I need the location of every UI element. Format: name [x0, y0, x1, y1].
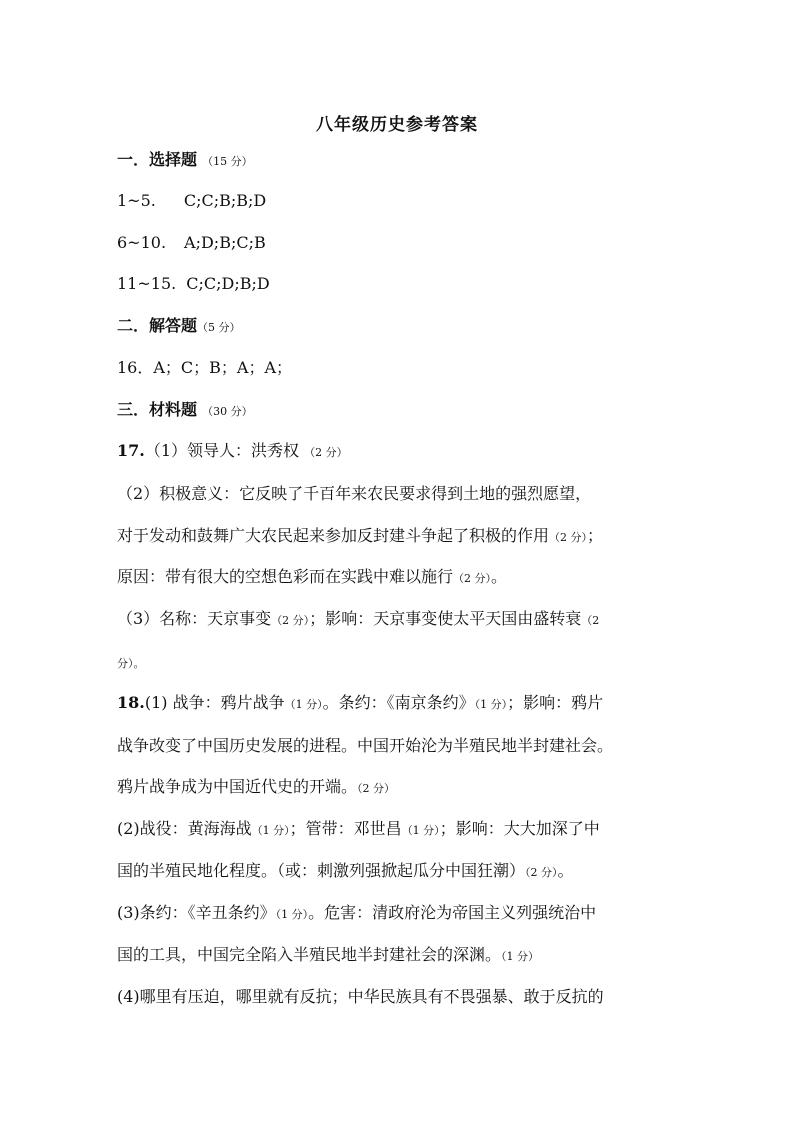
q18-line7	[117, 945, 539, 967]
q18-captain-text: ；管带：邓世昌	[289, 819, 402, 838]
q17-part1	[117, 441, 348, 463]
q18-line7-text: 国的工具，中国完全陷入半殖民地半封建社会的深渊。	[117, 945, 502, 964]
q17-part2-punct: ；	[587, 526, 604, 545]
mc-answers: C;C;D;B;D	[186, 274, 270, 293]
section-2-heading-line	[117, 316, 241, 338]
q18-line8: (4)哪里有压迫，哪里就有反抗；中华民族具有不畏强暴、敢于反抗的	[117, 987, 604, 1006]
q18-treaty-score: （1 分）	[474, 698, 508, 711]
q18-impact-text: ；影响：大大加深了中	[439, 819, 600, 838]
mc-answers: C;C;B;B;D	[183, 191, 267, 210]
mc-answer-row	[117, 233, 266, 253]
q18-line5-text: 国的半殖民地化程度。（或：刺激列强掀起瓜分中国狂潮）	[117, 861, 526, 880]
mc-range: 6~10.	[117, 233, 167, 252]
q17-reason-punct: 。	[491, 567, 508, 586]
section-3-heading-line	[117, 400, 253, 422]
section-1-heading: 一．选择题	[117, 150, 198, 169]
page-title: 八年级历史参考答案	[316, 115, 478, 135]
section-2-heading: 二．解答题	[117, 316, 198, 335]
mc-answers: A;D;B;C;B	[184, 233, 266, 252]
q17-part1-text: （1）领导人：洪秀权	[144, 441, 300, 460]
q17-part3-score: （2 分）	[271, 614, 310, 627]
q18-battle-score: （1 分）	[251, 824, 290, 837]
q18-war-score: （1 分）	[284, 698, 323, 711]
q18-battle-text: (2)战役：黄海海战	[117, 819, 252, 838]
mc-range: 11~15.	[117, 274, 177, 293]
q18-line3	[117, 777, 395, 799]
q18-line5	[117, 861, 574, 883]
q16-answers: 16．A；C；B；A；A；	[117, 358, 293, 377]
q18-line1	[117, 693, 603, 715]
q17-part2-score: （2 分）	[549, 531, 588, 544]
q17-part3-line2	[117, 652, 145, 674]
q18-number: 18.	[117, 693, 145, 712]
mc-range: 1~5.	[117, 191, 156, 210]
q18-captain-score: （1 分）	[401, 824, 440, 837]
q18-line7-score: （1 分）	[501, 950, 540, 963]
mc-answer-row	[117, 191, 266, 211]
mc-answer-row	[117, 274, 270, 294]
q17-part3-effect: ；影响：天京事变使太平天国由盛转衰	[309, 609, 582, 628]
q17-reason-text: 原因：带有很大的空想色彩而在实践中难以施行	[117, 567, 454, 586]
q17-number: 17.	[117, 441, 145, 460]
section-2-score: （5 分）	[197, 321, 241, 334]
q18-harm-text: 。危害：清政府沦为帝国主义列强统治中	[308, 903, 597, 922]
q17-part2-text: 对于发动和鼓舞广大农民起来参加反封建斗争起了积极的作用	[117, 526, 550, 545]
section-1-score: （15 分）	[202, 155, 253, 168]
q18-treaty-text: 。条约：《南京条约》	[322, 693, 475, 712]
q17-part2-line1: （2）积极意义：它反映了千百年来农民要求得到土地的强烈愿望，	[117, 484, 592, 503]
q17-part2-line2	[117, 526, 603, 548]
q18-line4	[117, 819, 600, 841]
q17-part1-score: （2 分）	[304, 446, 348, 459]
q17-part3-line1	[117, 609, 599, 631]
q17-part3-name: （3）名称：天京事变	[117, 609, 272, 628]
section-3-score: （30 分）	[202, 405, 253, 418]
q17-part2-line3	[117, 567, 507, 589]
q18-line5-score: （2 分）	[525, 866, 558, 879]
q18-treaty3-text: (3)条约：《辛丑条约》	[117, 903, 276, 922]
q18-line3-text: 鸦片战争成为中国近代史的开端。	[117, 777, 358, 796]
q18-line2: 战争改变了中国历史发展的进程。中国开始沦为半殖民地半封建社会。	[117, 736, 614, 755]
q18-line6	[117, 903, 596, 925]
section-3-heading: 三．材料题	[117, 400, 198, 419]
q18-effect-text: ；影响：鸦片	[507, 693, 604, 712]
q17-part3-score-end: 分）。	[117, 657, 145, 670]
q17-reason-score: （2 分）	[453, 572, 492, 585]
q18-war-text: (1) 战争：鸦片战争	[144, 693, 285, 712]
q18-treaty3-score: （1 分）	[275, 908, 309, 921]
section-1-heading-line	[117, 150, 253, 172]
q18-line3-score: （2 分）	[357, 782, 396, 795]
q17-part3-score2: （2	[581, 614, 600, 627]
q18-line5-punct: 。	[557, 861, 574, 880]
